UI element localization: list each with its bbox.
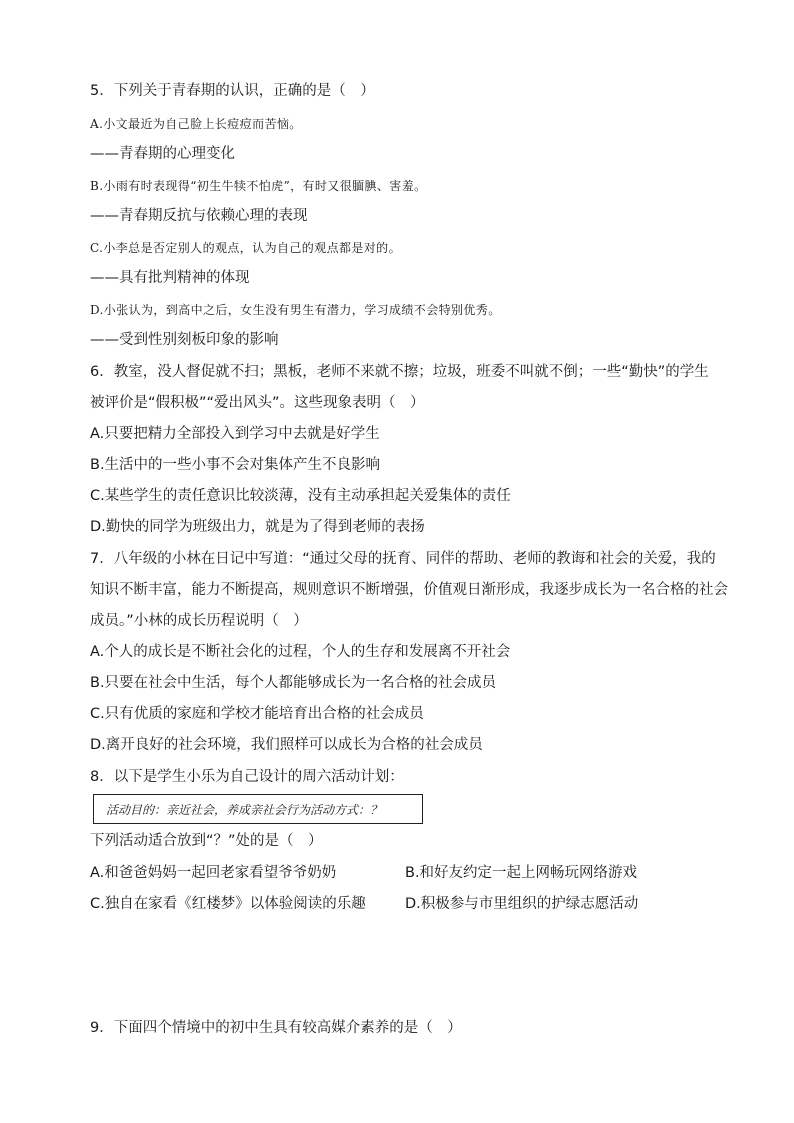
q5-option-d: D.小张认为，到高中之后，女生没有男生有潜力，学习成绩不会特别优秀。 <box>90 303 501 317</box>
q9-stem: 9．下面四个情境中的初中生具有较高媒介素养的是（ ） <box>90 1020 462 1036</box>
q7-option-c: C.只有优质的家庭和学校才能培育出合格的社会成员 <box>90 706 424 722</box>
q5-option-b: B.小雨有时表现得“初生牛犊不怕虎”，有时又很腼腆、害羞。 <box>90 179 427 193</box>
q5-option-c-note: ——具有批判精神的体现 <box>90 270 250 286</box>
q6-option-b: B.生活中的一些小事不会对集体产生不良影响 <box>90 457 381 473</box>
q7-option-a: A.个人的成长是不断社会化的过程，个人的生存和发展离不开社会 <box>90 644 511 660</box>
q6-option-a: A.只要把精力全部投入到学习中去就是好学生 <box>90 426 380 442</box>
q5-option-d-note: ——受到性别刻板印象的影响 <box>90 332 279 348</box>
q7-stem-line-2: 知识不断丰富，能力不断提高，规则意识不断增强，价值观日渐形成，我逐步成长为一名合格的社会 <box>90 582 728 598</box>
q8-option-d: D.积极参与市里组织的护绿志愿活动 <box>405 896 639 912</box>
q6-stem-line-1: 6．教室，没人督促就不扫；黑板，老师不来就不擦；垃圾，班委不叫就不倒；一些“勤快”的学生 <box>90 364 709 380</box>
q7-option-b: B.只要在社会中生活，每个人都能够成长为一名合格的社会成员 <box>90 675 497 691</box>
q8-option-a: A.和爸爸妈妈一起回老家看望爷爷奶奶 <box>90 865 337 881</box>
q5-option-a: A.小文最近为自己脸上长痘痘而苦恼。 <box>90 117 302 131</box>
q5-stem: 5．下列关于青春期的认识，正确的是（ ） <box>90 83 375 99</box>
q7-stem-line-3: 成员。”小林的成长历程说明（ ） <box>90 613 308 629</box>
q8-option-b: B.和好友约定一起上网畅玩网络游戏 <box>405 865 638 881</box>
q7-stem-line-1: 7．八年级的小林在日记中写道：“通过父母的抚育、同伴的帮助、老师的教诲和社会的关爱，我的 <box>90 551 716 567</box>
q8-question: 下列活动适合放到“？”处的是（ ） <box>90 833 323 849</box>
q6-option-d: D.勤快的同学为班级出力，就是为了得到老师的表扬 <box>90 519 425 535</box>
q8-plan-box <box>93 794 423 824</box>
q5-option-a-note: ——青春期的心理变化 <box>90 146 235 162</box>
q8-option-c: C.独自在家看《红楼梦》以体验阅读的乐趣 <box>90 896 366 912</box>
q8-stem: 8．以下是学生小乐为自己设计的周六活动计划： <box>90 769 404 785</box>
q6-option-c: C.某些学生的责任意识比较淡薄，没有主动承担起关爱集体的责任 <box>90 488 511 504</box>
q7-option-d: D.离开良好的社会环境，我们照样可以成长为合格的社会成员 <box>90 737 483 753</box>
q5-option-b-note: ——青春期反抗与依赖心理的表现 <box>90 208 308 224</box>
q6-stem-line-2: 被评价是“假积极”“爱出风头”。这些现象表明（ ） <box>90 395 425 411</box>
q8-plan-box-text: 活动目的：亲近社会，养成亲社会行为活动方式：？ <box>106 803 383 817</box>
q5-option-c: C.小李总是否定别人的观点，认为自己的观点都是对的。 <box>90 241 401 255</box>
